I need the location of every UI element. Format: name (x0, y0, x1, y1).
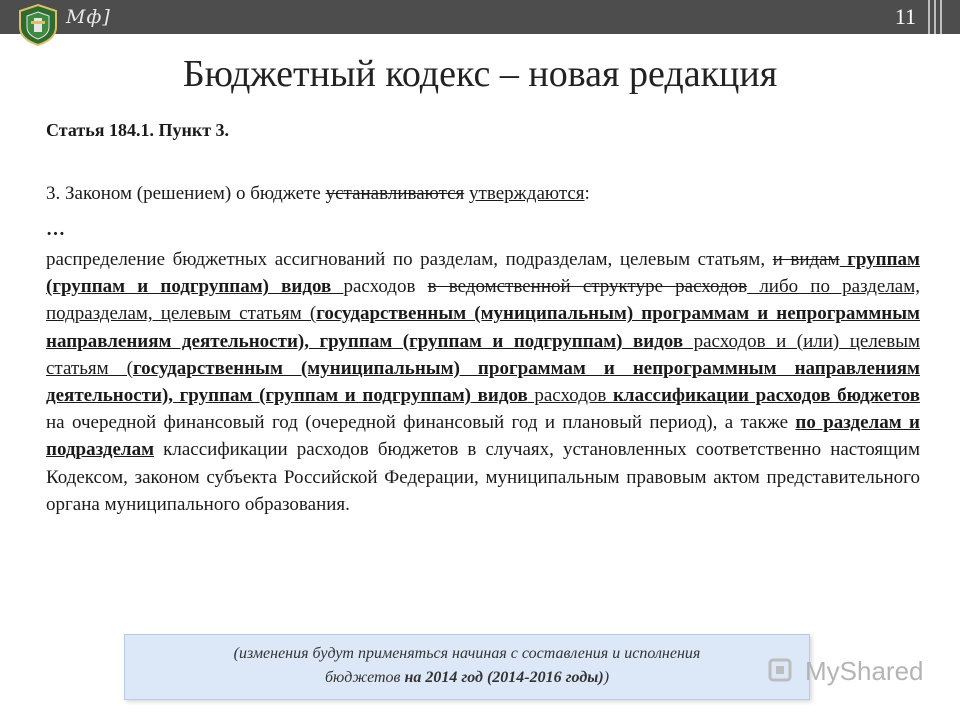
body-seg-1: распределение бюджетных ассигнований по разделам, подразделам, целевым статьям, (46, 249, 773, 270)
note-line-1: (изменения будут применяться начиная с составления и исполнения (233, 645, 701, 662)
body-paragraph (46, 246, 920, 518)
struck-word: устанавливаются (325, 183, 465, 204)
body-seg-8: группам (группам и подгруппам) видов (308, 330, 684, 352)
body-seg-5: в ведомственной структуре расходов (427, 276, 748, 298)
body-seg-9: расходов и (или) целевым статьям ( (46, 330, 921, 379)
brand-text: Мф] (66, 6, 111, 28)
note-line-2-start: бюджетов (324, 669, 405, 686)
article-heading: Статья 184.1. Пункт 3. (46, 120, 230, 140)
body-seg-2: и видам (772, 249, 840, 270)
body-seg-4: расходов (343, 276, 428, 298)
body-seg-11: группам (группам и подгруппам) видов (173, 385, 528, 407)
body-seg-13: классификации расходов бюджетов (612, 385, 920, 407)
body-seg-15: по разделам и подразделам (46, 412, 920, 461)
watermark-label: MyShared (805, 656, 924, 686)
body-seg-3: группам (группам и подгруппам) видов (46, 249, 920, 298)
colon: : (584, 183, 590, 204)
ellipsis: … (46, 219, 65, 240)
emblem-logo-icon (16, 3, 60, 47)
body-seg-14: на очередной финансовый год (очередной финансовый год и плановый период), а также (46, 412, 796, 434)
body-seg-12: расходов (527, 385, 613, 407)
note-box (124, 634, 810, 700)
body-seg-10: государственным (муниципальным) программам и непрограммным направлениям деятельности), (46, 357, 921, 407)
header-bar (0, 0, 960, 34)
body-seg-16: классификации расходов бюджетов в случаях, установленных соответственно настоящим Кодексом, законом субъекта Российской Федерации, муниципальным правовым актом представительного органа муниципального образования. (46, 439, 920, 515)
note-line-2-bold: на 2014 год (2014-2016 годы) (404, 669, 604, 686)
note-line-2: бюджетов на 2014 год (2014-2016 годы)) (324, 669, 610, 686)
intro-text: 3. Законом (решением) о бюджете (46, 183, 326, 204)
body-seg-6: либо по разделам, подразделам, целевым статьям ( (46, 276, 921, 325)
body-seg-7: государственным (муниципальным) программам и непрограммным направлениям деятельности), (46, 303, 920, 352)
underlined-word: утверждаются (469, 183, 585, 204)
paragraph-intro (46, 183, 590, 205)
watermark-text (775, 656, 924, 687)
decorative-bars (924, 0, 950, 34)
slide-title: Бюджетный кодекс – новая редакция (182, 53, 778, 95)
slide-number: 11 (894, 4, 916, 29)
